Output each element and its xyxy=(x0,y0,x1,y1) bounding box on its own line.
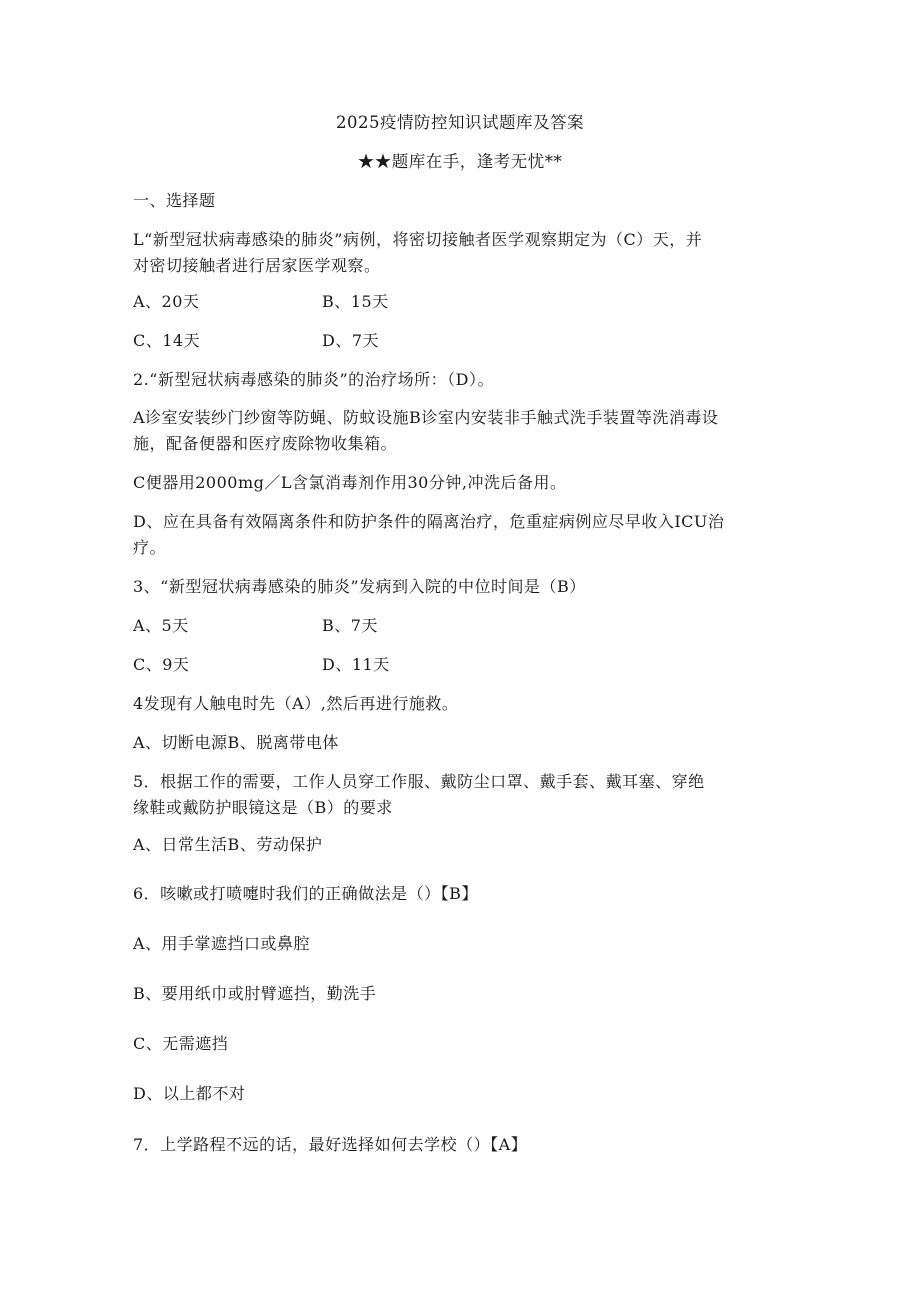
q2-option-a-line2: 施，配备便器和医疗废除物收集箱。 xyxy=(133,434,398,453)
q2-stem: 2.“新型冠状病毒感染的肺炎”的治疗场所：（D）。 xyxy=(133,370,494,389)
q1-option-a: A、20天 xyxy=(133,292,200,311)
q4-options: A、切断电源B、脱离带电体 xyxy=(133,733,339,752)
q3-option-c: C、9天 xyxy=(133,655,190,674)
q3-option-b: B、7天 xyxy=(322,616,378,635)
q3-option-d: D、11天 xyxy=(322,655,390,674)
q1-option-b: B、15天 xyxy=(322,292,389,311)
section-heading: 一、选择题 xyxy=(133,191,216,210)
q1-stem-line1: L“新型冠状病毒感染的肺炎”病例，将密切接触者医学观察期定为（C）天，并 xyxy=(133,230,703,249)
q3-option-a: A、5天 xyxy=(133,616,189,635)
q1-stem-line2: 对密切接触者进行居家医学观察。 xyxy=(133,256,381,275)
q2-option-c: C便器用2000mg／L含氯消毒剂作用30分钟,冲洗后备用。 xyxy=(133,473,567,492)
q6-option-c: C、无需遮挡 xyxy=(133,1034,229,1053)
q6-option-d: D、以上都不对 xyxy=(133,1084,246,1103)
q2-option-a-line1: A诊室安装纱门纱窗等防蝇、防蚊设施B诊室内安装非手触式洗手装置等洗消毒设 xyxy=(133,408,719,427)
q1-option-d: D、7天 xyxy=(322,331,380,350)
q4-stem: 4发现有人触电时先（A）,然后再进行施救。 xyxy=(133,694,459,713)
q3-stem: 3、“新型冠状病毒感染的肺炎”发病到入院的中位时间是（B） xyxy=(133,577,586,596)
q6-stem: 6．咳嗽或打喷嚏时我们的正确做法是（）【B】 xyxy=(133,884,478,903)
q5-options: A、日常生活B、劳动保护 xyxy=(133,835,323,854)
document-subtitle: ★★题库在手，逢考无忧** xyxy=(357,152,563,171)
q1-option-c: C、14天 xyxy=(133,331,201,350)
q6-option-b: B、要用纸巾或肘臂遮挡，勤洗手 xyxy=(133,984,377,1003)
q7-stem: 7．上学路程不远的话，最好选择如何去学校（）【A】 xyxy=(133,1135,528,1154)
q2-option-d-line2: 疗。 xyxy=(133,538,167,557)
document-title: 2025疫情防控知识试题库及答案 xyxy=(336,113,584,132)
q5-stem-line2: 缘鞋或戴防护眼镜这是（B）的要求 xyxy=(133,798,393,817)
q2-option-d-line1: D、应在具备有效隔离条件和防护条件的隔离治疗，危重症病例应尽早收入ICU治 xyxy=(133,512,725,531)
q6-option-a: A、用手掌遮挡口或鼻腔 xyxy=(133,934,311,953)
q5-stem-line1: 5．根据工作的需要，工作人员穿工作服、戴防尘口罩、戴手套、戴耳塞、穿绝 xyxy=(133,772,705,791)
